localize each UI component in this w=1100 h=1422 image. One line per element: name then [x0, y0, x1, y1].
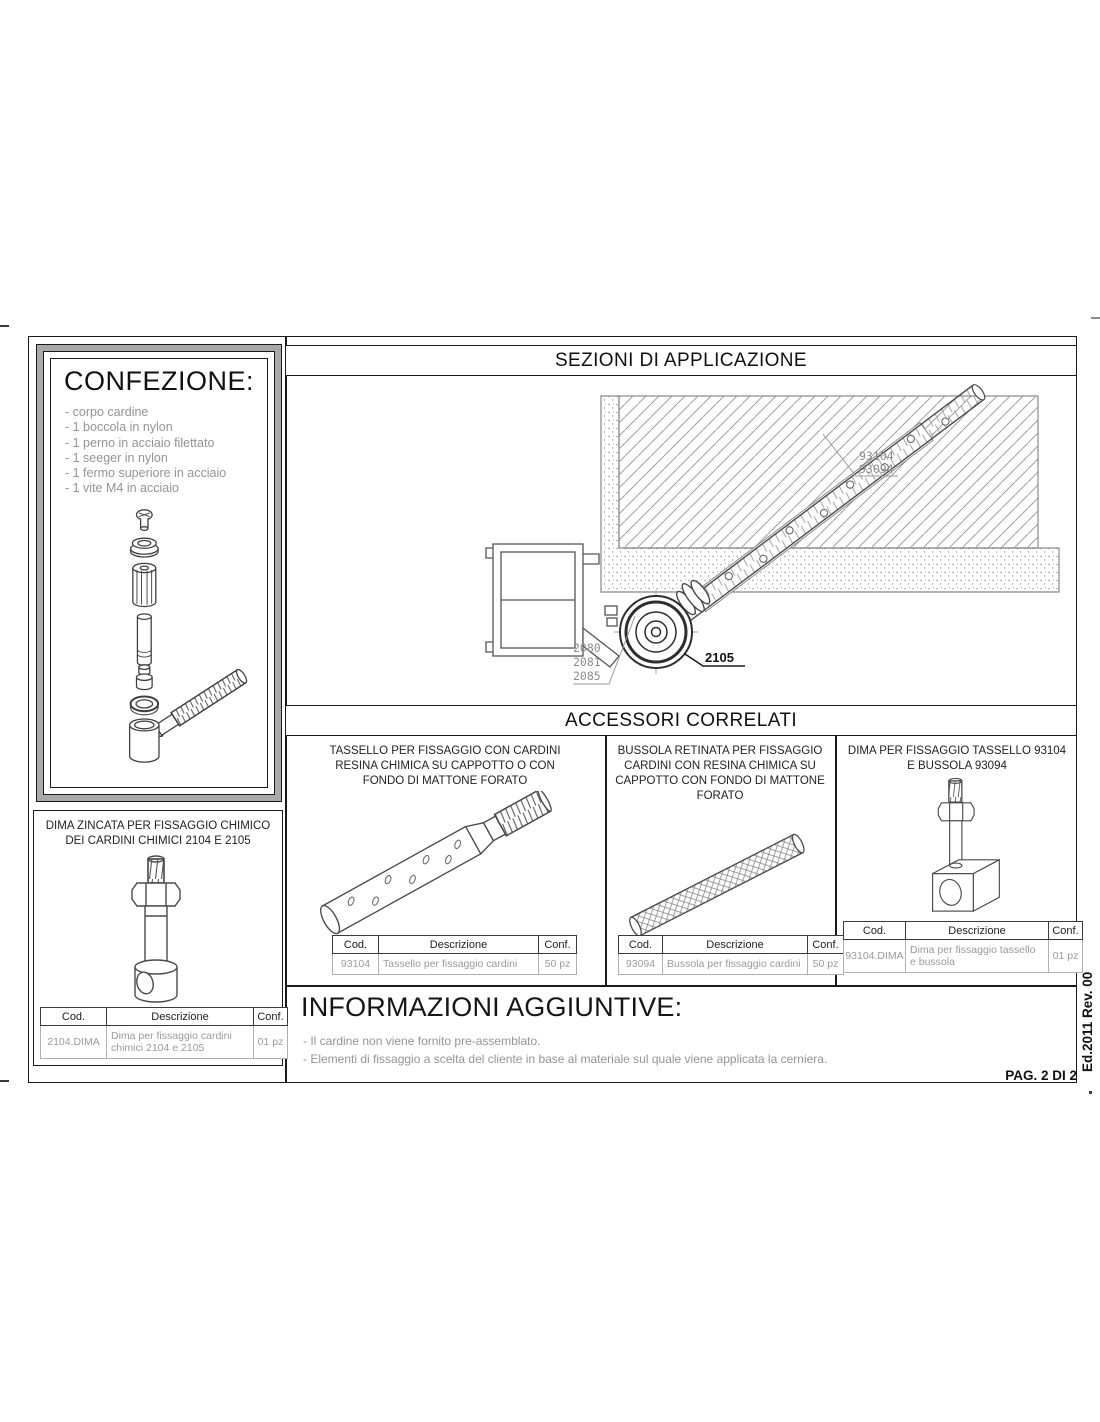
confezione-item: - 1 fermo superiore in acciaio — [65, 466, 227, 480]
cell-cod: 93104 — [333, 954, 379, 975]
confezione-item: - 1 seeger in nylon — [65, 450, 168, 465]
confezione-item: - 1 boccola in nylon — [65, 420, 173, 435]
dima-zincata-title: DIMA ZINCATA PER FISSAGGIO CHIMICO DEI CARDINI CHIMICI 2104 E 2105 — [45, 820, 271, 847]
label-hinge-code: 2105 — [705, 650, 734, 665]
accessory-panel-tassello — [287, 739, 603, 983]
col-cod: Cod. — [41, 1008, 107, 1026]
application-section-drawing — [287, 378, 1077, 704]
cell-descrizione: Tassello per fissaggio cardini — [379, 954, 539, 975]
crop-mark-top-right — [1091, 317, 1100, 319]
cell-descrizione: Dima per fissaggio tassello e bussola — [906, 940, 1049, 973]
crop-mark-bottom-right — [1089, 1091, 1092, 1094]
cell-conf: 50 pz — [539, 954, 577, 975]
label-frame-code-3: 2085 — [573, 669, 601, 683]
info-note: - Il cardine non viene fornito pre-assemblato. — [303, 1034, 541, 1048]
confezione-title: CONFEZIONE: — [63, 366, 254, 396]
accessory-panel-dima — [837, 739, 1077, 983]
info-title: INFORMAZIONI AGGIUNTIVE: — [301, 992, 683, 1022]
col-conf: Conf. — [1049, 922, 1083, 940]
cell-descrizione: Dima per fissaggio cardini chimici 2104 e 2105 — [107, 1026, 254, 1059]
sezioni-title: SEZIONI DI APPLICAZIONE — [554, 349, 808, 371]
tassello-drawing — [287, 791, 603, 941]
col-descrizione: Descrizione — [663, 936, 808, 954]
col-descrizione: Descrizione — [107, 1008, 254, 1026]
bussola-table — [618, 935, 844, 975]
info-note: - Elementi di fissaggio a scelta del cliente in base al materiale sul quale viene applicata la cerniera. — [303, 1052, 828, 1066]
accessory-panel-bussola — [607, 739, 839, 983]
col-conf: Conf. — [808, 936, 844, 954]
dima-tassello-drawing — [837, 776, 1077, 916]
accessori-title: ACCESSORI CORRELATI — [564, 709, 798, 731]
edition-label: Ed.2011 Rev. 00 — [1080, 971, 1095, 1072]
col-descrizione: Descrizione — [906, 922, 1049, 940]
accessori-header — [285, 705, 1077, 736]
col-cod: Cod. — [844, 922, 906, 940]
label-anchor-code-top: 93104 — [859, 449, 894, 463]
label-anchor-code-bottom: 93094 — [859, 462, 894, 476]
dima-zincata-panel — [33, 810, 283, 1066]
dima-zincata-table — [40, 1007, 288, 1059]
page-number: PAG. 2 DI 2 — [1005, 1068, 1077, 1083]
panel-title: TASSELLO PER FISSAGGIO CON CARDINI RESINA CHIMICA SU CAPPOTTO O CON FONDO DI MATTONE FORATO — [329, 745, 561, 787]
panel-title: BUSSOLA RETINATA PER FISSAGGIO CARDINI CON RESINA CHIMICA SU CAPPOTTO CON FONDO DI MATTONE FORATO — [615, 745, 825, 802]
col-cod: Cod. — [619, 936, 663, 954]
cell-descrizione: Bussola per fissaggio cardini — [663, 954, 808, 975]
cell-cod: 93104.DIMA — [844, 940, 906, 973]
crop-mark-bottom-left — [0, 1080, 9, 1082]
cell-cod: 93094 — [619, 954, 663, 975]
confezione-item: - 1 vite M4 in acciaio — [65, 481, 179, 496]
cell-cod: 2104.DIMA — [41, 1026, 107, 1059]
col-conf: Conf. — [254, 1008, 288, 1026]
dima-zincata-drawing — [34, 853, 278, 1005]
sezioni-header — [285, 345, 1077, 376]
col-descrizione: Descrizione — [379, 936, 539, 954]
label-frame-code-2: 2081 — [573, 655, 601, 669]
info-notes — [303, 1032, 1077, 1068]
crop-mark-top-left — [0, 325, 9, 327]
col-cod: Cod. — [333, 936, 379, 954]
dima-tassello-table — [843, 921, 1083, 973]
cell-conf: 50 pz — [808, 954, 844, 975]
confezione-box — [36, 344, 282, 802]
panel-title: DIMA PER FISSAGGIO TASSELLO 93104 E BUSSOLA 93094 — [847, 745, 1067, 772]
tassello-table — [332, 935, 577, 975]
bussola-drawing — [607, 808, 833, 944]
cell-conf: 01 pz — [254, 1026, 288, 1059]
col-conf: Conf. — [539, 936, 577, 954]
label-frame-code-1: 2080 — [573, 641, 601, 655]
confezione-item: - 1 perno in acciaio filettato — [65, 435, 215, 450]
confezione-items — [65, 405, 267, 497]
exploded-view-drawing — [53, 501, 265, 769]
confezione-item: - corpo cardine — [65, 405, 149, 419]
cell-conf: 01 pz — [1049, 940, 1083, 973]
